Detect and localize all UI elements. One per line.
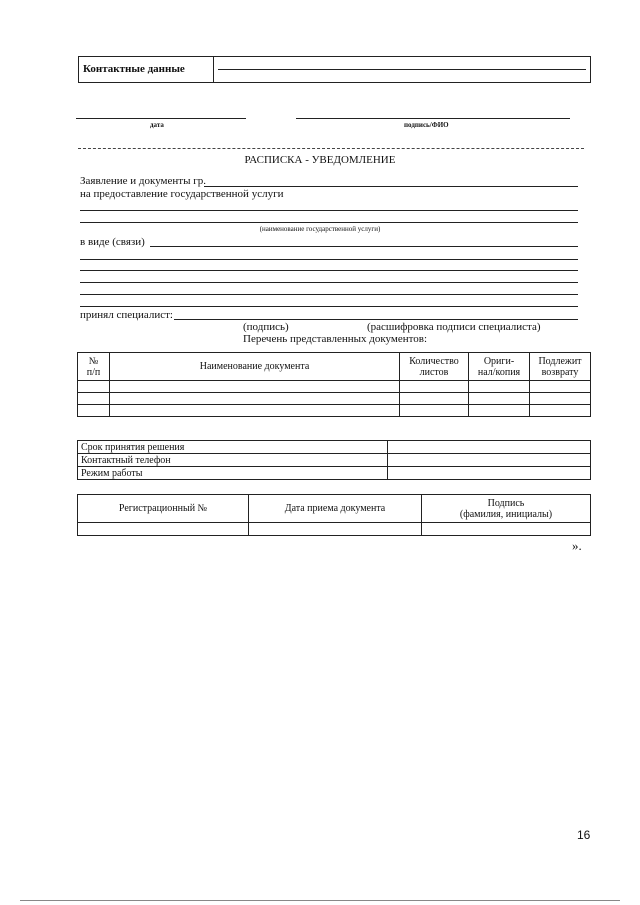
form-label: в виде (связи) — [80, 236, 145, 248]
scan-edge-line — [20, 900, 620, 901]
docs-cell[interactable] — [78, 393, 110, 405]
docs-header-name: Наименование документа — [110, 353, 400, 381]
docs-cell[interactable] — [469, 405, 530, 417]
info-label-phone: Контактный телефон — [78, 454, 388, 467]
docs-header-return: Подлежит возврату — [530, 353, 591, 381]
signature-line[interactable] — [296, 118, 570, 119]
service-line-2[interactable] — [80, 222, 578, 223]
docs-list-title: Перечень представленных документов: — [243, 333, 428, 345]
signature-caption: подпись/ФИО — [404, 121, 449, 129]
docs-cell[interactable] — [469, 393, 530, 405]
accepted-label: принял специалист: — [80, 309, 173, 321]
contacts-table — [78, 56, 591, 83]
service-label: на предоставление государственной услуги — [80, 188, 284, 200]
docs-cell[interactable] — [78, 405, 110, 417]
reg-header-date: Дата приема документа — [249, 495, 422, 523]
specialist-sign-caption: (подпись) — [243, 321, 289, 333]
table-row — [78, 405, 591, 417]
docs-cell[interactable] — [530, 393, 591, 405]
reg-date-cell[interactable] — [249, 523, 422, 536]
date-line[interactable] — [76, 118, 246, 119]
docs-cell[interactable] — [530, 381, 591, 393]
documents-table — [77, 352, 591, 417]
docs-header-sheets: Количество листов — [400, 353, 469, 381]
form-line-4[interactable] — [80, 282, 578, 283]
table-row — [78, 523, 591, 536]
contacts-label: Контактные данные — [83, 63, 185, 76]
docs-cell[interactable] — [110, 393, 400, 405]
info-label-deadline: Срок принятия решения — [78, 441, 388, 454]
info-value-hours[interactable] — [388, 467, 591, 480]
applicant-label: Заявление и документы гр. — [80, 175, 206, 187]
docs-cell[interactable] — [110, 381, 400, 393]
docs-header-original: Ориги- нал/копия — [469, 353, 530, 381]
reg-number-cell[interactable] — [78, 523, 249, 536]
cut-line — [78, 148, 584, 149]
reg-header-number: Регистрационный № — [78, 495, 249, 523]
docs-cell[interactable] — [78, 381, 110, 393]
docs-cell[interactable] — [469, 381, 530, 393]
docs-header-num: № п/п — [78, 353, 110, 381]
applicant-line[interactable] — [204, 186, 578, 187]
table-row — [78, 381, 591, 393]
specialist-decode-caption: (расшифровка подписи специалиста) — [367, 321, 541, 333]
info-value-deadline[interactable] — [388, 441, 591, 454]
docs-cell[interactable] — [530, 405, 591, 417]
docs-cell[interactable] — [400, 381, 469, 393]
docs-cell[interactable] — [110, 405, 400, 417]
service-line-1[interactable] — [80, 210, 578, 211]
closing-quote: ». — [572, 538, 582, 553]
reg-signature-cell[interactable] — [422, 523, 591, 536]
table-row — [78, 393, 591, 405]
specialist-line[interactable] — [174, 319, 578, 320]
receipt-title: РАСПИСКА - УВЕДОМЛЕНИЕ — [244, 154, 396, 166]
info-table — [77, 440, 591, 480]
docs-cell[interactable] — [400, 405, 469, 417]
form-line-6[interactable] — [80, 306, 578, 307]
docs-cell[interactable] — [400, 393, 469, 405]
form-line-3[interactable] — [80, 270, 578, 271]
form-line-5[interactable] — [80, 294, 578, 295]
registration-table — [77, 494, 591, 536]
page-number: 16 — [577, 828, 591, 842]
reg-header-signature: Подпись (фамилия, инициалы) — [422, 495, 591, 523]
service-caption: (наименование государственной услуги) — [259, 225, 381, 233]
info-label-hours: Режим работы — [78, 467, 388, 480]
form-line-2[interactable] — [80, 259, 578, 260]
contacts-label-cell — [79, 57, 214, 83]
contacts-value-cell[interactable] — [214, 57, 591, 83]
info-value-phone[interactable] — [388, 454, 591, 467]
date-caption: дата — [150, 121, 164, 129]
form-line-1[interactable] — [150, 246, 578, 247]
